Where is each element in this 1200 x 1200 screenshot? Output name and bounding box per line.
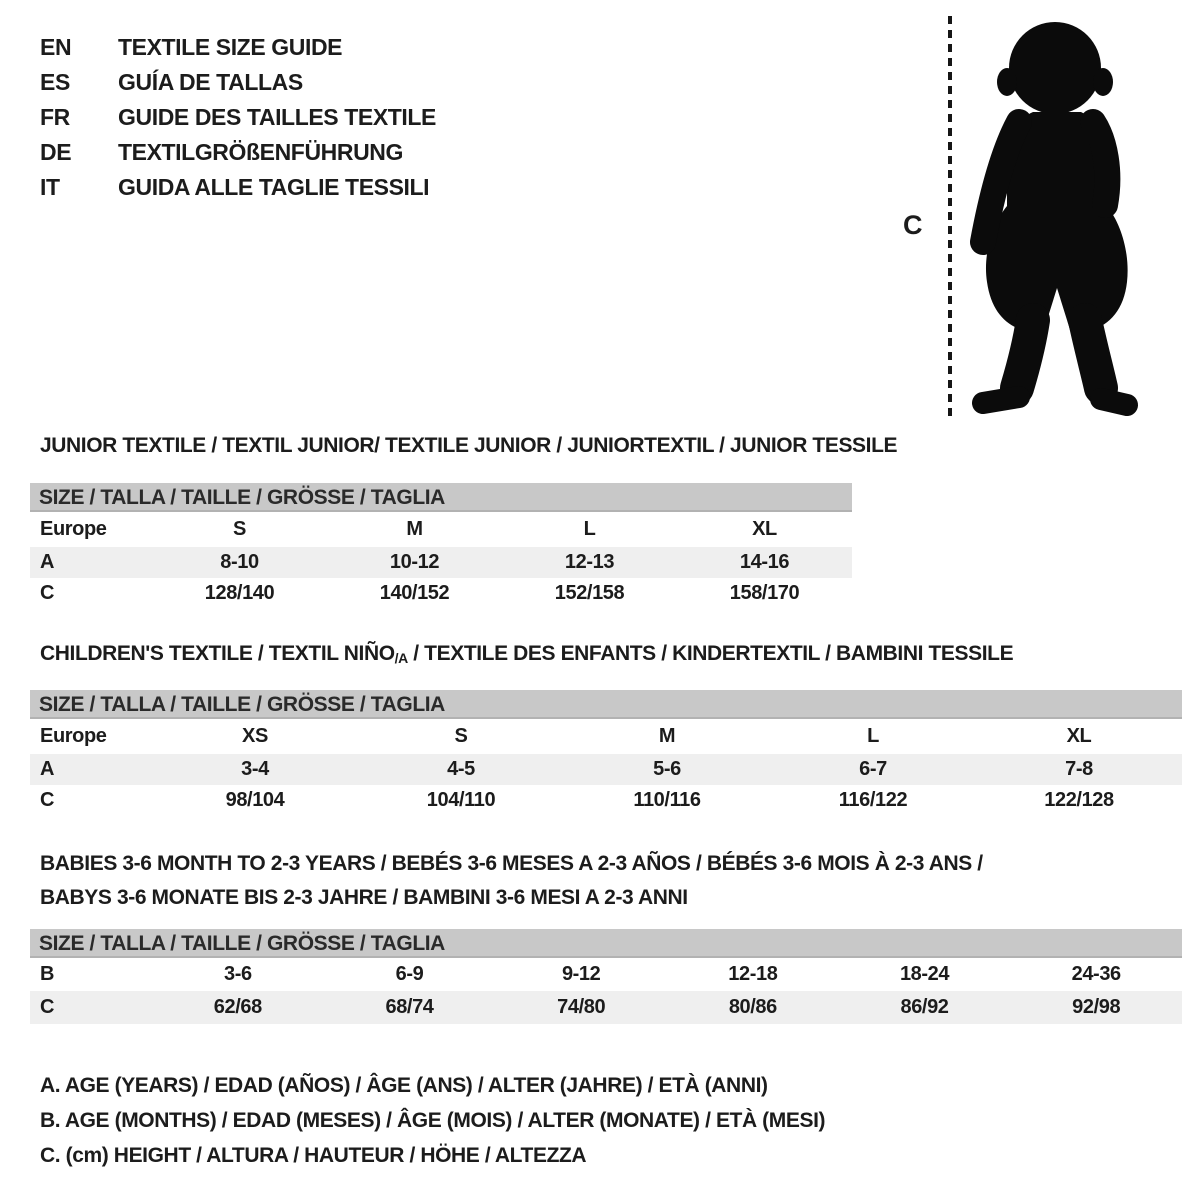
lang-title: TEXTILGRÖßENFÜHRUNG bbox=[118, 139, 403, 165]
lang-title: GUIDA ALLE TAGLIE TESSILI bbox=[118, 174, 430, 200]
babies-size-table bbox=[30, 929, 1182, 1024]
height-cell: 140/152 bbox=[379, 582, 450, 604]
height-cell: 68/74 bbox=[385, 996, 434, 1018]
height-cell: 158/170 bbox=[729, 582, 800, 604]
children-title-rest: / TEXTILE DES ENFANTS / KINDERTEXTIL / BAMBINI TESSILE bbox=[407, 642, 1014, 665]
height-cell: 74/80 bbox=[557, 996, 606, 1018]
lang-code: EN bbox=[40, 34, 72, 60]
height-cell: 104/110 bbox=[426, 789, 496, 811]
size-cell: S bbox=[233, 518, 246, 540]
baby-silhouette-icon bbox=[955, 20, 1150, 422]
lang-title: GUÍA DE TALLAS bbox=[118, 69, 303, 95]
height-cell: 152/158 bbox=[554, 582, 625, 604]
height-measure-label: C bbox=[903, 210, 923, 240]
height-cell: 86/92 bbox=[900, 996, 949, 1018]
lang-row-it bbox=[40, 170, 436, 205]
children-title-subscript: /A bbox=[394, 650, 408, 666]
age-cell: 6-7 bbox=[859, 758, 887, 780]
children-size-table bbox=[30, 690, 1182, 816]
row-label: A bbox=[40, 758, 55, 780]
legend-line-c: C. (cm) HEIGHT / ALTURA / HAUTEUR / HÖHE / ALTEZZA bbox=[40, 1144, 587, 1167]
table-row-age bbox=[30, 547, 852, 578]
age-cell: 10-12 bbox=[389, 551, 440, 573]
lang-code: DE bbox=[40, 139, 72, 165]
height-cell: 116/122 bbox=[838, 789, 908, 811]
size-cell: L bbox=[583, 518, 596, 540]
age-cell: 3-4 bbox=[241, 758, 269, 780]
legend-line-b: B. AGE (MONTHS) / EDAD (MESES) / ÂGE (MOIS) / ALTER (MONATE) / ETÀ (MESI) bbox=[40, 1109, 826, 1132]
lang-code: IT bbox=[40, 174, 60, 200]
row-label: Europe bbox=[40, 725, 107, 747]
lang-row-fr bbox=[40, 100, 436, 135]
age-cell: 12-13 bbox=[564, 551, 615, 573]
children-section-title bbox=[40, 642, 1013, 666]
row-label: C bbox=[40, 582, 55, 604]
junior-section-title: JUNIOR TEXTILE / TEXTIL JUNIOR/ TEXTILE JUNIOR / JUNIORTEXTIL / JUNIOR TESSILE bbox=[40, 434, 898, 457]
size-cell: L bbox=[867, 725, 879, 747]
table-row-height bbox=[30, 785, 1182, 816]
height-cell: 62/68 bbox=[213, 996, 262, 1018]
height-cell: 122/128 bbox=[1044, 789, 1114, 811]
height-measure-dashed-line bbox=[948, 16, 952, 416]
size-cell: S bbox=[454, 725, 468, 747]
height-cell: 128/140 bbox=[204, 582, 275, 604]
months-cell: 18-24 bbox=[899, 963, 950, 985]
size-cell: M bbox=[406, 518, 423, 540]
size-cell: XL bbox=[1066, 725, 1092, 747]
age-cell: 5-6 bbox=[653, 758, 681, 780]
age-cell: 7-8 bbox=[1065, 758, 1093, 780]
row-label: A bbox=[40, 551, 55, 573]
table-row-region bbox=[30, 719, 1182, 754]
lang-row-de bbox=[40, 135, 436, 170]
legend-line-a: A. AGE (YEARS) / EDAD (AÑOS) / ÂGE (ANS) / ALTER (JAHRE) / ETÀ (ANNI) bbox=[40, 1074, 768, 1097]
junior-size-table bbox=[30, 483, 852, 609]
table-row-region bbox=[30, 512, 852, 547]
height-cell: 80/86 bbox=[728, 996, 777, 1018]
height-cell: 110/116 bbox=[633, 789, 701, 811]
lang-code: ES bbox=[40, 69, 70, 95]
table-row-age bbox=[30, 754, 1182, 785]
children-title-main: CHILDREN'S TEXTILE / TEXTIL NIÑO bbox=[40, 642, 395, 665]
language-title-list bbox=[40, 30, 436, 205]
size-header-bar: SIZE / TALLA / TAILLE / GRÖSSE / TAGLIA bbox=[30, 483, 852, 512]
lang-title: GUIDE DES TAILLES TEXTILE bbox=[118, 104, 436, 130]
height-cell: 98/104 bbox=[225, 789, 285, 811]
babies-section-title-line2: BABYS 3-6 MONATE BIS 2-3 JAHRE / BAMBINI 3-6 MESI A 2-3 ANNI bbox=[40, 886, 688, 909]
months-cell: 12-18 bbox=[728, 963, 778, 985]
row-label: B bbox=[40, 963, 55, 985]
months-cell: 24-36 bbox=[1071, 963, 1121, 985]
lang-row-es bbox=[40, 65, 436, 100]
row-label: Europe bbox=[40, 518, 107, 540]
table-row-height bbox=[30, 578, 852, 609]
months-cell: 3-6 bbox=[223, 963, 252, 985]
age-cell: 4-5 bbox=[447, 758, 475, 780]
lang-code: FR bbox=[40, 104, 70, 130]
size-header-bar: SIZE / TALLA / TAILLE / GRÖSSE / TAGLIA bbox=[30, 929, 1182, 958]
row-label: C bbox=[40, 996, 55, 1018]
row-label: C bbox=[40, 789, 55, 811]
size-cell: XL bbox=[752, 518, 777, 540]
lang-title: TEXTILE SIZE GUIDE bbox=[118, 34, 343, 60]
babies-section-title-line1: BABIES 3-6 MONTH TO 2-3 YEARS / BEBÉS 3-6 MESES A 2-3 AÑOS / BÉBÉS 3-6 MOIS À 2-3 ANS / bbox=[40, 852, 983, 875]
table-row-height bbox=[30, 991, 1182, 1024]
size-header-bar: SIZE / TALLA / TAILLE / GRÖSSE / TAGLIA bbox=[30, 690, 1182, 719]
height-cell: 92/98 bbox=[1072, 996, 1121, 1018]
months-cell: 6-9 bbox=[395, 963, 424, 985]
age-cell: 8-10 bbox=[220, 551, 259, 573]
measure-legend bbox=[40, 1068, 825, 1173]
age-cell: 14-16 bbox=[739, 551, 790, 573]
table-row-months bbox=[30, 958, 1182, 991]
lang-row-en bbox=[40, 30, 436, 65]
size-cell: XS bbox=[242, 725, 268, 747]
size-cell: M bbox=[658, 725, 676, 747]
months-cell: 9-12 bbox=[561, 963, 601, 985]
